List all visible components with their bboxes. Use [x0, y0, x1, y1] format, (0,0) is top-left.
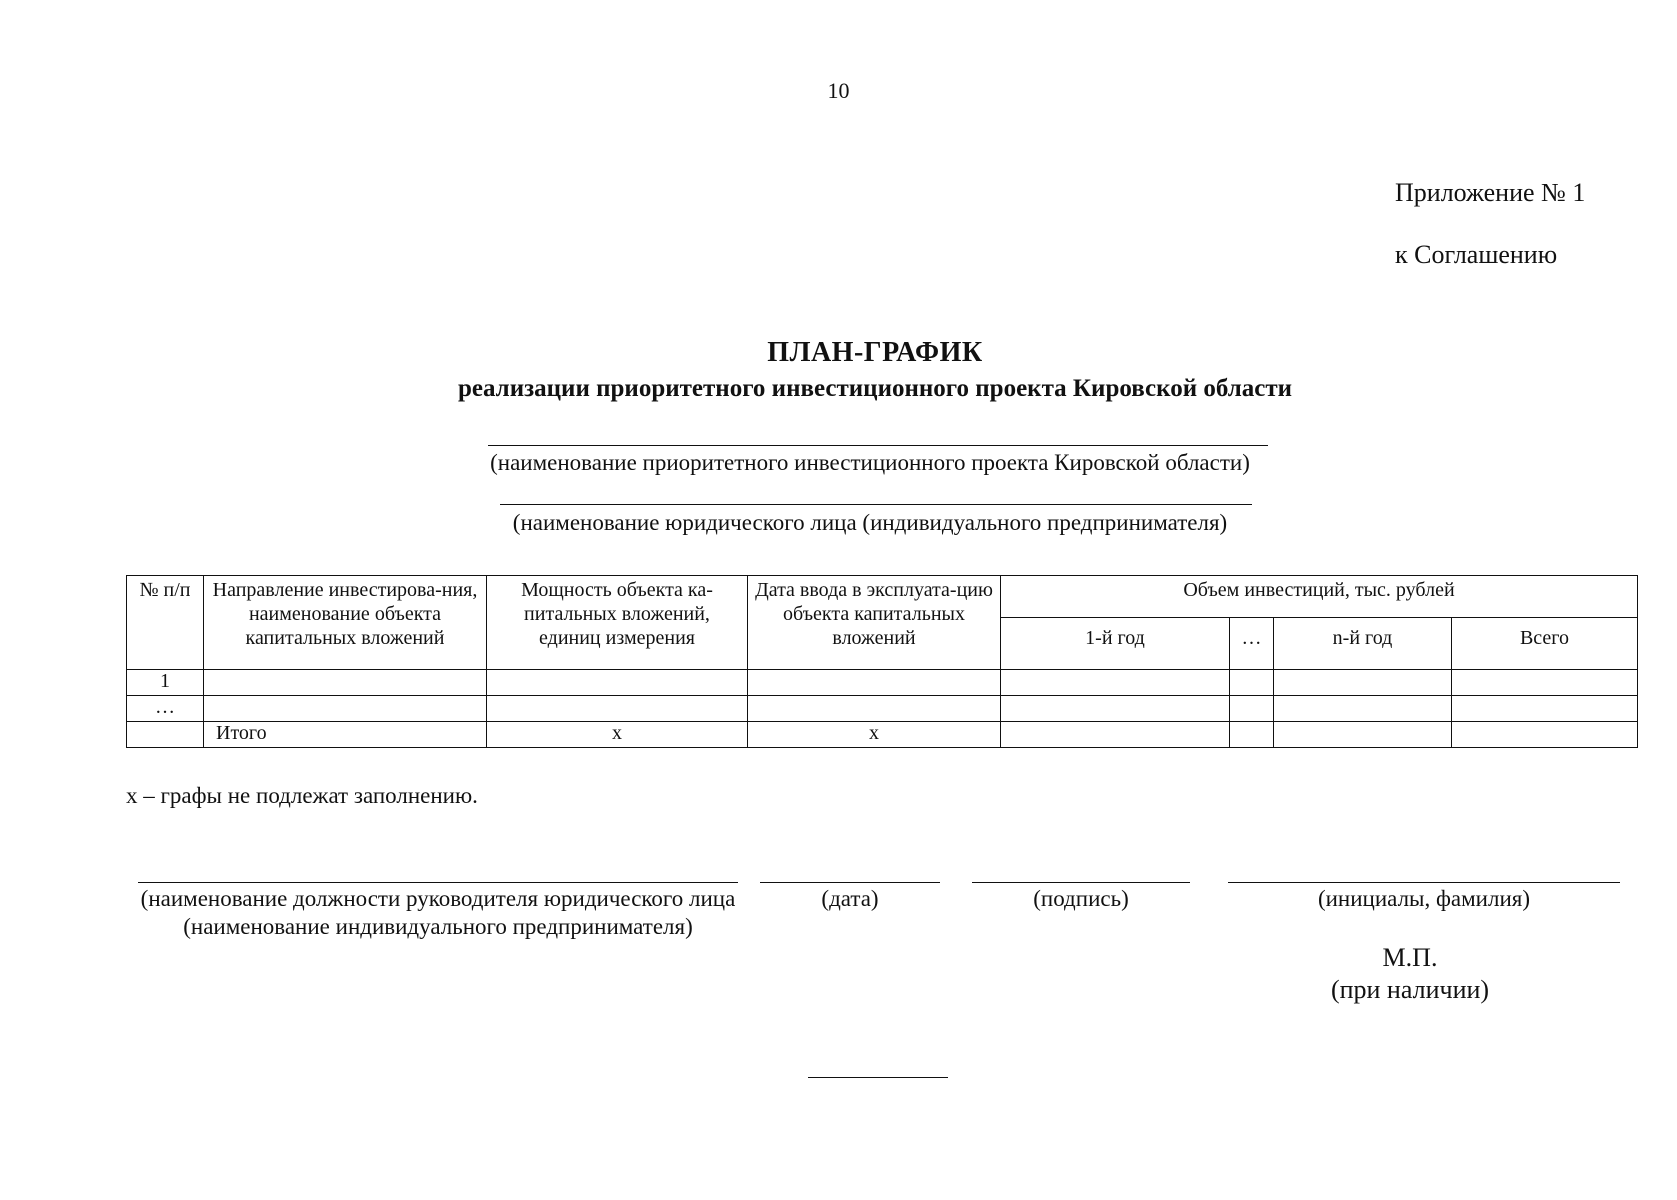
table-cell [1230, 670, 1274, 696]
stamp-note: (при наличии) [1330, 975, 1490, 1004]
project-name-caption: (наименование приоритетного инвестиционного проекта Кировской области) [490, 450, 1250, 475]
table-cell [1274, 722, 1452, 748]
stamp-label: М.П. [1382, 943, 1438, 972]
table-cell: x [748, 722, 1001, 748]
document-subtitle: реализации приоритетного инвестиционного проекта Кировской области [457, 375, 1293, 402]
end-rule [808, 1077, 948, 1078]
table-cell [487, 696, 748, 722]
table-cell [748, 670, 1001, 696]
header-year-ellipsis: … [1230, 618, 1274, 670]
table-cell [1274, 696, 1452, 722]
table-cell [487, 670, 748, 696]
appendix-agreement-label: к Соглашению [1395, 240, 1558, 269]
header-capacity: Мощность объекта ка-питальных вложений, единиц измерения [487, 576, 748, 670]
header-year-n: n-й год [1274, 618, 1452, 670]
signature-caption: (подпись) [1033, 886, 1129, 911]
table-row [127, 696, 1638, 722]
table-cell: x [487, 722, 748, 748]
table-cell [127, 722, 204, 748]
table-cell [1001, 670, 1230, 696]
table-cell [1230, 696, 1274, 722]
table-cell [1274, 670, 1452, 696]
table-cell [1001, 696, 1230, 722]
date-fill-line [760, 882, 940, 883]
name-caption: (инициалы, фамилия) [1317, 886, 1531, 911]
table-cell [204, 670, 487, 696]
table-cell [204, 696, 487, 722]
appendix-label: Приложение № 1 [1395, 178, 1586, 207]
document-title: ПЛАН-ГРАФИК [767, 337, 983, 368]
table-cell: 1 [127, 670, 204, 696]
total-label-cell: Итого [204, 722, 487, 748]
entity-name-fill-line [500, 504, 1252, 505]
table-cell [1230, 722, 1274, 748]
table-total-row [127, 722, 1638, 748]
position-caption: (наименование должности руководителя юридического лица (наименование индивидуального предпринимателя) [140, 886, 736, 939]
schedule-table [126, 575, 1638, 748]
table-cell [1452, 696, 1638, 722]
header-total: Всего [1452, 618, 1638, 670]
header-commission-date: Дата ввода в эксплуата-цию объекта капитальных вложений [748, 576, 1001, 670]
table-cell: … [127, 696, 204, 722]
header-investment-volume: Объем инвестиций, тыс. рублей [1001, 576, 1638, 618]
header-year-1: 1-й год [1001, 618, 1230, 670]
page-number: 10 [827, 78, 850, 103]
name-fill-line [1228, 882, 1620, 883]
table-row [127, 670, 1638, 696]
table-cell [748, 696, 1001, 722]
signature-fill-line [972, 882, 1190, 883]
position-fill-line [138, 882, 738, 883]
header-num: № п/п [127, 576, 204, 670]
header-direction: Направление инвестирова-ния, наименование объекта капитальных вложений [204, 576, 487, 670]
project-name-fill-line [488, 445, 1268, 446]
table-cell [1001, 722, 1230, 748]
table-cell [1452, 722, 1638, 748]
footnote: x – графы не подлежат заполнению. [126, 783, 478, 808]
date-caption: (дата) [821, 886, 879, 911]
table-cell [1452, 670, 1638, 696]
entity-name-caption: (наименование юридического лица (индивидуального предпринимателя) [512, 510, 1228, 535]
table-header-row [127, 576, 1638, 618]
